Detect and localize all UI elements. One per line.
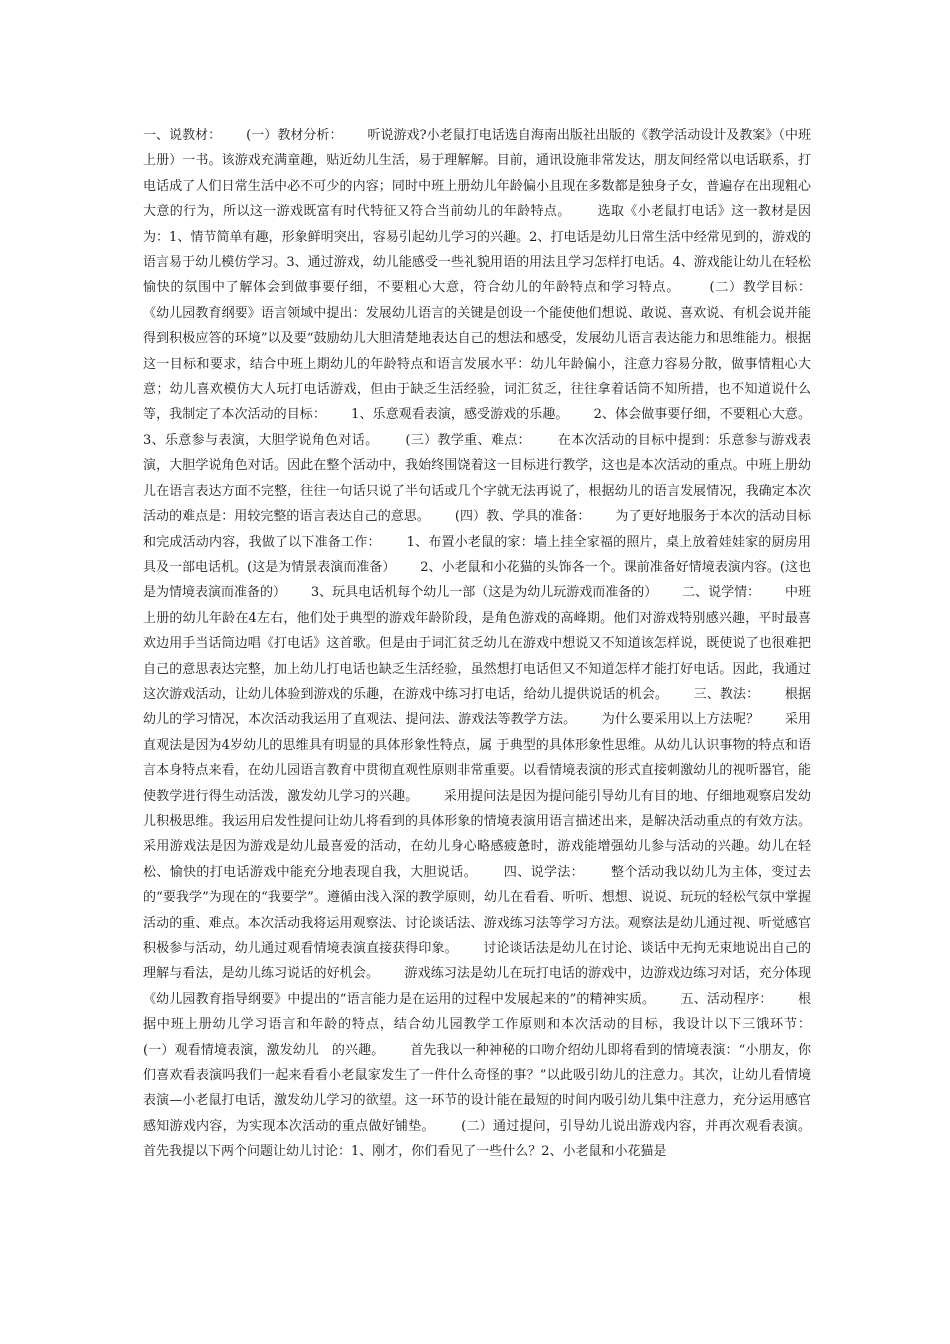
document-page — [143, 123, 836, 1165]
lesson-plan-text: 一、说教材： (一）教材分析： 听说游戏?小老鼠打电话选自海南出版社出版的《教学活动设计及教案》（中班上册）一书。该游戏充满童趣，贴近幼儿生活，易于理解解。目前，通讯设施非常发达，朋友间经常以电话联系，打电话成了人们日常生活中必不可少的内容；同时中班上册幼儿年龄偏小且现在多数都是独身子女，普遍存在出现粗心大意的行为，所以这一游戏既富有时代特征又符合当前幼儿的年龄特点。 选取《小老鼠打电话》这一教材是因为：1、情节简单有趣，形象鲜明突出，容易引起幼儿学习的兴趣。2、打电话是幼儿日常生活中经常见到的，游戏的语言易于幼儿模仿学习。3、通过游戏，幼儿能感受一些礼貌用语的用法且学习怎样打电话。4、游戏能让幼儿在轻松愉快的氛围中了解体会到做事要仔细，不要粗心大意，符合幼儿的年龄特点和学习特点。 (二）教学目标： 《幼儿园教育纲要》语言领域中提出：发展幼儿语言的关键是创设一个能使他们想说、敢说、喜欢说、有机会说并能得到积极应答的环境”以及要“鼓励幼儿大胆清楚地表达自己的想法和感受，发展幼儿语言表达能力和思维能力。根据这一目标和要求，结合中班上期幼儿的年龄特点和语言发展水平：幼儿年龄偏小，注意力容易分散，做事情粗心大意；幼儿喜欢模仿大人玩打电话游戏，但由于缺乏生活经验，词汇贫乏，往往拿着话筒不知所措，也不知道说什么等，我制定了本次活动的目标： 1、乐意观看表演，感受游戏的乐趣。 2、体会做事要仔细，不要粗心大意。 3、乐意参与表演，大胆学说角色对话。 (三）教学重、难点： 在本次活动的目标中提到：乐意参与游戏表演，大胆学说角色对话。因此在整个活动中，我始终围饶着这一目标进行教学，这也是本次活动的重点。中班上册幼儿在语言表达方面不完整，往往一句话只说了半句话或几个字就无法再说了，根据幼儿的语言发展情况，我确定本次活动的难点是：用较完整的语言表达自己的意思。 (四）教、学具的准备： 为了更好地服务于本次的活动目标和完成活动内容，我做了以下准备工作： 1、布置小老鼠的家：墙上挂全家福的照片，桌上放着娃娃家的厨房用具及一部电话机。(这是为情景表演而准备） 2、小老鼠和小花猫的头饰各一个。课前准备好情境表演内容。(这也是为情境表演而准备的） 3、玩具电话机每个幼儿一部（这是为幼儿玩游戏而准备的） 二、说学情： 中班上册的幼儿年龄在4左右，他们处于典型的游戏年龄阶段，是角色游戏的高峰期。他们对游戏特别感兴趣，平时最喜欢边用手当话筒边唱《打电话》这首歌。但是由于词汇贫乏幼儿在游戏中想说又不知道该怎样说，既使说了也很难把自己的意思表达完整，加上幼儿打电话也缺乏生活经验，虽然想打电话但又不知道怎样才能打好电话。因此，我通过这次游戏活动，让幼儿体验到游戏的乐趣，在游戏中练习打电话，给幼儿提供说话的机会。 三、教法： 根据幼儿的学习情况，本次活动我运用了直观法、提问法、游戏法等教学方法。 为什么要采用以上方法呢？ 采用直观法是因为4岁幼儿的思维具有明显的具体形象性特点，属 于典型的具体形象性思维。从幼儿认识事物的特点和语言本身特点来看，在幼儿园语言教育中贯彻直观性原则非常重要。以看情境表演的形式直接刺激幼儿的视听器官，能使教学进行得生动活泼，激发幼儿学习的兴趣。 采用提问法是因为提问能引导幼儿有目的地、仔细地观察启发幼 儿积极思维。我运用启发性提问让幼儿将看到的具体形象的情境表演用语言描述出来，是解决活动重点的有效方法。 采用游戏法是因为游戏是幼儿最喜爱的活动，在幼儿身心略感疲惫时，游戏能增强幼儿参与活动的兴趣。幼儿在轻松、愉快的打电话游戏中能充分地表现自我，大胆说话。 四、说学法： 整个活动我以幼儿为主体，变过去的“要我学”为现在的“我要学”。遵循由浅入深的教学原则，幼儿在看看、听听、想想、说说、玩玩的轻松气氛中掌握活动的重、难点。本次活动我将运用观察法、讨论谈话法、游戏练习法等学习方法。观察法是幼儿通过视、听觉感官积极参与活动，幼儿通过观看情境表演直接获得印象。 讨论谈话法是幼儿在讨论、谈话中无拘无束地说出自己的理解与看法，是幼儿练习说话的好机会。 游戏练习法是幼儿在玩打电话的游戏中，边游戏边练习对话，充分体现《幼儿园教育指导纲要》中提出的“语言能力是在运用的过程中发展起来的”的精神实质。 五、活动程序： 根据中班上册幼儿学习语言和年龄的特点，结合幼儿园教学工作原则和本次活动的目标，我设计以下三饿环节： (一）观看情境表演，激发幼儿 的兴趣。 首先我以一种神秘的口吻介绍幼儿即将看到的情境表演：“小朋友，你们喜欢看表演吗我们一起来看看小老鼠家发生了一件什么奇怪的事？”以此吸引幼儿的注意力。其次，让幼儿看情境表演—小老鼠打电话，激发幼儿学习的欲望。这一环节的设计能在最短的时间内吸引幼儿集中注意力，充分运用感官感知游戏内容，为实现本次活动的重点做好铺垫。 (二）通过提问，引导幼儿说出游戏内容，并再次观看表演。 首先我提以下两个问题让幼儿讨论：1、刚才，你们看见了一些什么？2、小老鼠和小花猫是 — [143, 128, 836, 1160]
